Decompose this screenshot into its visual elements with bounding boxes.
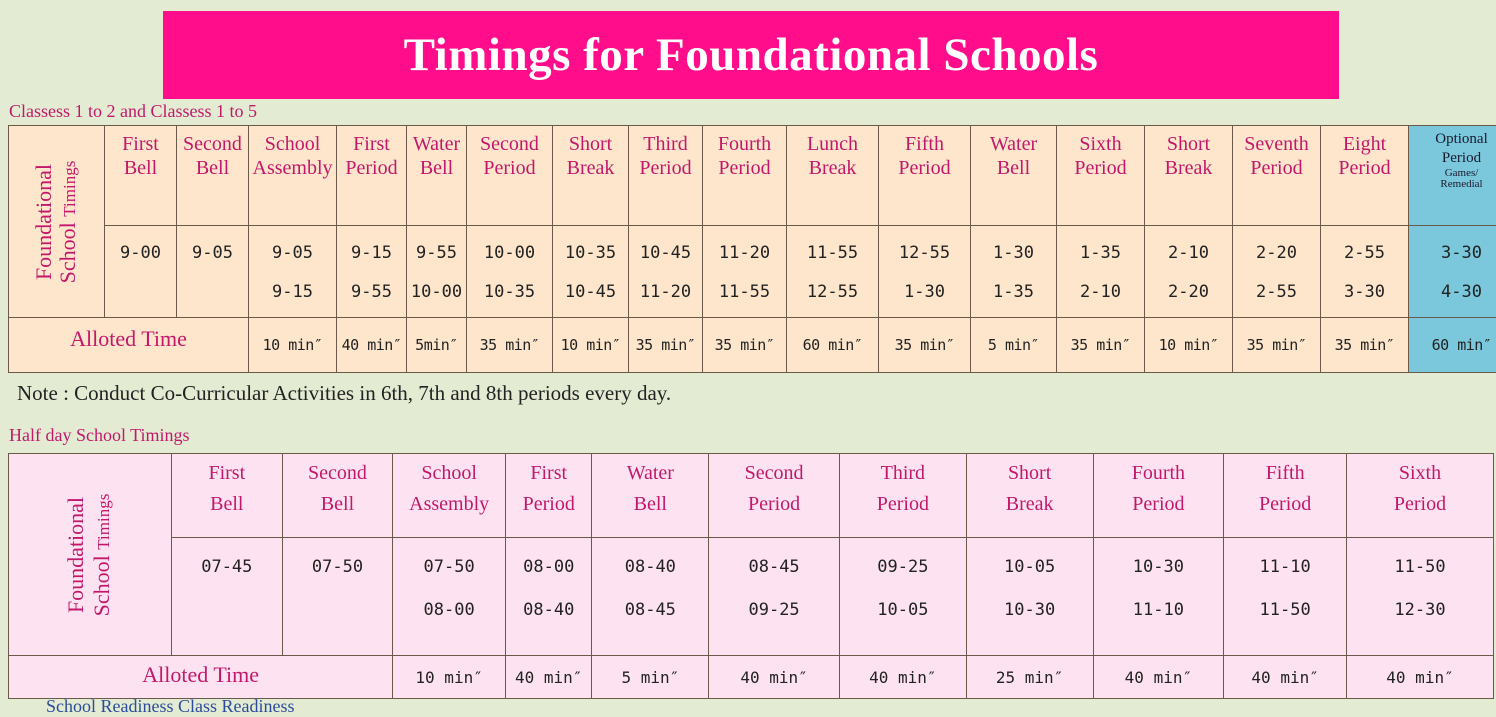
time-cell <box>171 538 282 656</box>
column-header-line2: Period <box>703 156 786 180</box>
allotted-time-cell: 60 min″ <box>787 318 879 373</box>
column-header <box>703 126 787 226</box>
allotted-time-cell: 10 min″ <box>1145 318 1233 373</box>
column-header <box>787 126 879 226</box>
start-time: 07-50 <box>283 546 393 589</box>
optional-time-cell <box>1409 226 1496 318</box>
end-time: 1-30 <box>879 273 970 312</box>
allotted-time-cell: 40 min″ <box>839 656 966 699</box>
column-header-line2: Period <box>1233 156 1320 180</box>
section-label-full-day: Classess 1 to 2 and Classess 1 to 5 <box>9 101 257 122</box>
column-header-line1: Sixth <box>1057 132 1144 156</box>
column-header-line2: Period <box>879 156 970 180</box>
column-header-line2: Break <box>787 156 878 180</box>
column-header-line1: Water <box>407 132 466 156</box>
time-cell <box>592 538 709 656</box>
end-time: 11-20 <box>629 273 702 312</box>
column-header-line1: Fourth <box>1094 458 1224 489</box>
column-header-line1: Short <box>1145 132 1232 156</box>
allotted-time-cell: 35 min″ <box>1321 318 1409 373</box>
column-header <box>1057 126 1145 226</box>
end-time: 11-50 <box>1224 589 1346 632</box>
time-cell <box>505 538 592 656</box>
column-header-line1: Short <box>553 132 628 156</box>
start-time: 08-00 <box>506 546 592 589</box>
start-time: 09-25 <box>840 546 966 589</box>
column-header-line2: Break <box>553 156 628 180</box>
optional-header-line: Period <box>1409 149 1496 168</box>
end-time: 08-40 <box>506 589 592 632</box>
column-header <box>177 126 249 226</box>
column-header <box>553 126 629 226</box>
end-time: 2-10 <box>1057 273 1144 312</box>
column-header-line2: Bell <box>172 489 282 520</box>
column-header <box>1321 126 1409 226</box>
end-time: 10-05 <box>840 589 966 632</box>
time-cell <box>709 538 840 656</box>
column-header-line2: Bell <box>971 156 1056 180</box>
end-time: 12-30 <box>1347 589 1493 632</box>
column-header <box>966 454 1093 538</box>
column-header-line2: Period <box>1347 489 1493 520</box>
column-header <box>1224 454 1347 538</box>
column-header-line2: Bell <box>105 156 176 180</box>
end-time: 08-45 <box>592 589 708 632</box>
optional-header-sub: Remedial <box>1409 179 1496 190</box>
half-day-timetable <box>8 453 1494 699</box>
title-banner <box>163 11 1339 99</box>
allotted-time-cell: 10 min″ <box>553 318 629 373</box>
time-cell <box>839 538 966 656</box>
time-cell <box>629 226 703 318</box>
time-cell <box>337 226 407 318</box>
time-cell <box>105 226 177 318</box>
footer-label: School Readiness Class Readiness <box>46 696 294 717</box>
column-header-line1: Second <box>283 458 393 489</box>
time-cell <box>966 538 1093 656</box>
allotted-time-cell: 25 min″ <box>966 656 1093 699</box>
column-header-line1: Third <box>629 132 702 156</box>
start-time: 07-50 <box>393 546 505 589</box>
page-title: Timings for Foundational Schools <box>404 28 1099 82</box>
column-header-line1: School <box>393 458 505 489</box>
allotted-time-cell: 40 min″ <box>337 318 407 373</box>
time-cell <box>393 538 506 656</box>
column-header-line2: Period <box>709 489 839 520</box>
column-header-line1: First <box>105 132 176 156</box>
column-header-line2: Bell <box>592 489 708 520</box>
end-time: 9-55 <box>337 273 406 312</box>
end-time: 10-00 <box>407 273 466 312</box>
column-header <box>971 126 1057 226</box>
allotted-time-cell: 10 min″ <box>393 656 506 699</box>
full-day-timetable <box>8 125 1496 373</box>
column-header-line1: First <box>337 132 406 156</box>
column-header <box>879 126 971 226</box>
column-header-line2: Period <box>840 489 966 520</box>
column-header <box>337 126 407 226</box>
column-header-line2: Assembly <box>393 489 505 520</box>
allotted-time-cell: 35 min″ <box>879 318 971 373</box>
column-header <box>467 126 553 226</box>
column-header <box>1093 454 1224 538</box>
end-time: 12-55 <box>787 273 878 312</box>
optional-period-header <box>1409 126 1496 226</box>
allotted-time-cell: 5 min″ <box>971 318 1057 373</box>
end-time: 11-10 <box>1094 589 1224 632</box>
end-time: 9-15 <box>249 273 336 312</box>
start-time: 07-45 <box>172 546 282 589</box>
end-time: 2-20 <box>1145 273 1232 312</box>
end-time: 4-30 <box>1409 273 1496 312</box>
allotted-time-cell: 35 min″ <box>629 318 703 373</box>
time-cell <box>1145 226 1233 318</box>
end-time: 10-35 <box>467 273 552 312</box>
start-time: 11-55 <box>787 234 878 273</box>
start-time: 2-55 <box>1321 234 1408 273</box>
column-header-line2: Period <box>1224 489 1346 520</box>
column-header-line1: Second <box>467 132 552 156</box>
time-cell <box>177 226 249 318</box>
allotted-time-cell: 40 min″ <box>1093 656 1224 699</box>
end-time: 09-25 <box>709 589 839 632</box>
start-time: 9-05 <box>249 234 336 273</box>
column-header-line1: Seventh <box>1233 132 1320 156</box>
column-header <box>171 454 282 538</box>
start-time: 12-55 <box>879 234 970 273</box>
start-time: 10-05 <box>967 546 1093 589</box>
column-header <box>105 126 177 226</box>
time-cell <box>787 226 879 318</box>
allotted-time-cell: 40 min″ <box>709 656 840 699</box>
start-time: 1-35 <box>1057 234 1144 273</box>
column-header-line2: Period <box>467 156 552 180</box>
start-time: 2-20 <box>1233 234 1320 273</box>
column-header-line2: Assembly <box>249 156 336 180</box>
column-header <box>709 454 840 538</box>
time-cell <box>703 226 787 318</box>
start-time: 10-35 <box>553 234 628 273</box>
column-header-line2: Bell <box>407 156 466 180</box>
column-header-line1: Fourth <box>703 132 786 156</box>
start-time: 9-05 <box>177 234 248 273</box>
column-header-line1: Third <box>840 458 966 489</box>
allotted-time-cell: 35 min″ <box>467 318 553 373</box>
allotted-time-cell: 35 min″ <box>1233 318 1321 373</box>
column-header <box>282 454 393 538</box>
allotted-time-cell: 40 min″ <box>1224 656 1347 699</box>
row-header-foundational: Foundational School Timings <box>9 126 105 318</box>
column-header-line1: Eight <box>1321 132 1408 156</box>
allotted-time-cell: 40 min″ <box>505 656 592 699</box>
allotted-time-cell: 40 min″ <box>1347 656 1494 699</box>
note-text: Note : Conduct Co-Curricular Activities in 6th, 7th and 8th periods every day. <box>17 381 671 406</box>
section-label-half-day: Half day School Timings <box>9 425 190 446</box>
column-header <box>1233 126 1321 226</box>
time-cell <box>467 226 553 318</box>
end-time: 08-00 <box>393 589 505 632</box>
column-header <box>393 454 506 538</box>
time-cell <box>971 226 1057 318</box>
end-time: 2-55 <box>1233 273 1320 312</box>
time-cell <box>249 226 337 318</box>
column-header-line1: Short <box>967 458 1093 489</box>
column-header-line2: Period <box>337 156 406 180</box>
start-time: 10-30 <box>1094 546 1224 589</box>
column-header-line1: First <box>506 458 592 489</box>
optional-header-sub: Games/ <box>1409 168 1496 179</box>
column-header-line1: Water <box>592 458 708 489</box>
column-header-line1: Water <box>971 132 1056 156</box>
end-time: 10-30 <box>967 589 1093 632</box>
column-header-line1: Second <box>177 132 248 156</box>
start-time: 2-10 <box>1145 234 1232 273</box>
column-header-line1: Lunch <box>787 132 878 156</box>
column-header-line2: Period <box>506 489 592 520</box>
column-header-line1: Fifth <box>1224 458 1346 489</box>
start-time: 10-45 <box>629 234 702 273</box>
column-header-line2: Period <box>1057 156 1144 180</box>
column-header-line2: Period <box>629 156 702 180</box>
row-header-foundational-half: Foundational School Timings <box>9 454 172 656</box>
start-time: 08-40 <box>592 546 708 589</box>
start-time: 3-30 <box>1409 234 1496 273</box>
column-header <box>1145 126 1233 226</box>
end-time: 1-35 <box>971 273 1056 312</box>
start-time: 11-50 <box>1347 546 1493 589</box>
column-header-line1: First <box>172 458 282 489</box>
allotted-time-label-half: Alloted Time <box>9 656 393 699</box>
time-cell <box>1057 226 1145 318</box>
column-header-line1: Fifth <box>879 132 970 156</box>
time-cell <box>1347 538 1494 656</box>
start-time: 11-10 <box>1224 546 1346 589</box>
optional-allotted-time: 60 min″ <box>1409 318 1496 373</box>
allotted-time-cell: 5min″ <box>407 318 467 373</box>
start-time: 1-30 <box>971 234 1056 273</box>
start-time: 9-55 <box>407 234 466 273</box>
time-cell <box>1224 538 1347 656</box>
column-header <box>629 126 703 226</box>
time-cell <box>1093 538 1224 656</box>
column-header <box>839 454 966 538</box>
column-header-line2: Bell <box>177 156 248 180</box>
column-header <box>249 126 337 226</box>
end-time: 11-55 <box>703 273 786 312</box>
time-cell <box>282 538 393 656</box>
end-time: 3-30 <box>1321 273 1408 312</box>
column-header <box>407 126 467 226</box>
time-cell <box>879 226 971 318</box>
column-header-line2: Break <box>967 489 1093 520</box>
start-time: 9-00 <box>105 234 176 273</box>
start-time: 9-15 <box>337 234 406 273</box>
time-cell <box>1233 226 1321 318</box>
column-header-line1: School <box>249 132 336 156</box>
time-cell <box>407 226 467 318</box>
column-header-line1: Second <box>709 458 839 489</box>
end-time: 10-45 <box>553 273 628 312</box>
allotted-time-cell: 5 min″ <box>592 656 709 699</box>
column-header-line2: Period <box>1094 489 1224 520</box>
column-header <box>1347 454 1494 538</box>
start-time: 11-20 <box>703 234 786 273</box>
allotted-time-cell: 35 min″ <box>1057 318 1145 373</box>
column-header-line2: Period <box>1321 156 1408 180</box>
time-cell <box>553 226 629 318</box>
time-cell <box>1321 226 1409 318</box>
column-header-line1: Sixth <box>1347 458 1493 489</box>
column-header-line2: Break <box>1145 156 1232 180</box>
column-header <box>592 454 709 538</box>
column-header <box>505 454 592 538</box>
allotted-time-cell: 10 min″ <box>249 318 337 373</box>
column-header-line2: Bell <box>283 489 393 520</box>
allotted-time-label: Alloted Time <box>9 318 249 373</box>
start-time: 10-00 <box>467 234 552 273</box>
start-time: 08-45 <box>709 546 839 589</box>
allotted-time-cell: 35 min″ <box>703 318 787 373</box>
optional-header-line: Optional <box>1409 130 1496 149</box>
